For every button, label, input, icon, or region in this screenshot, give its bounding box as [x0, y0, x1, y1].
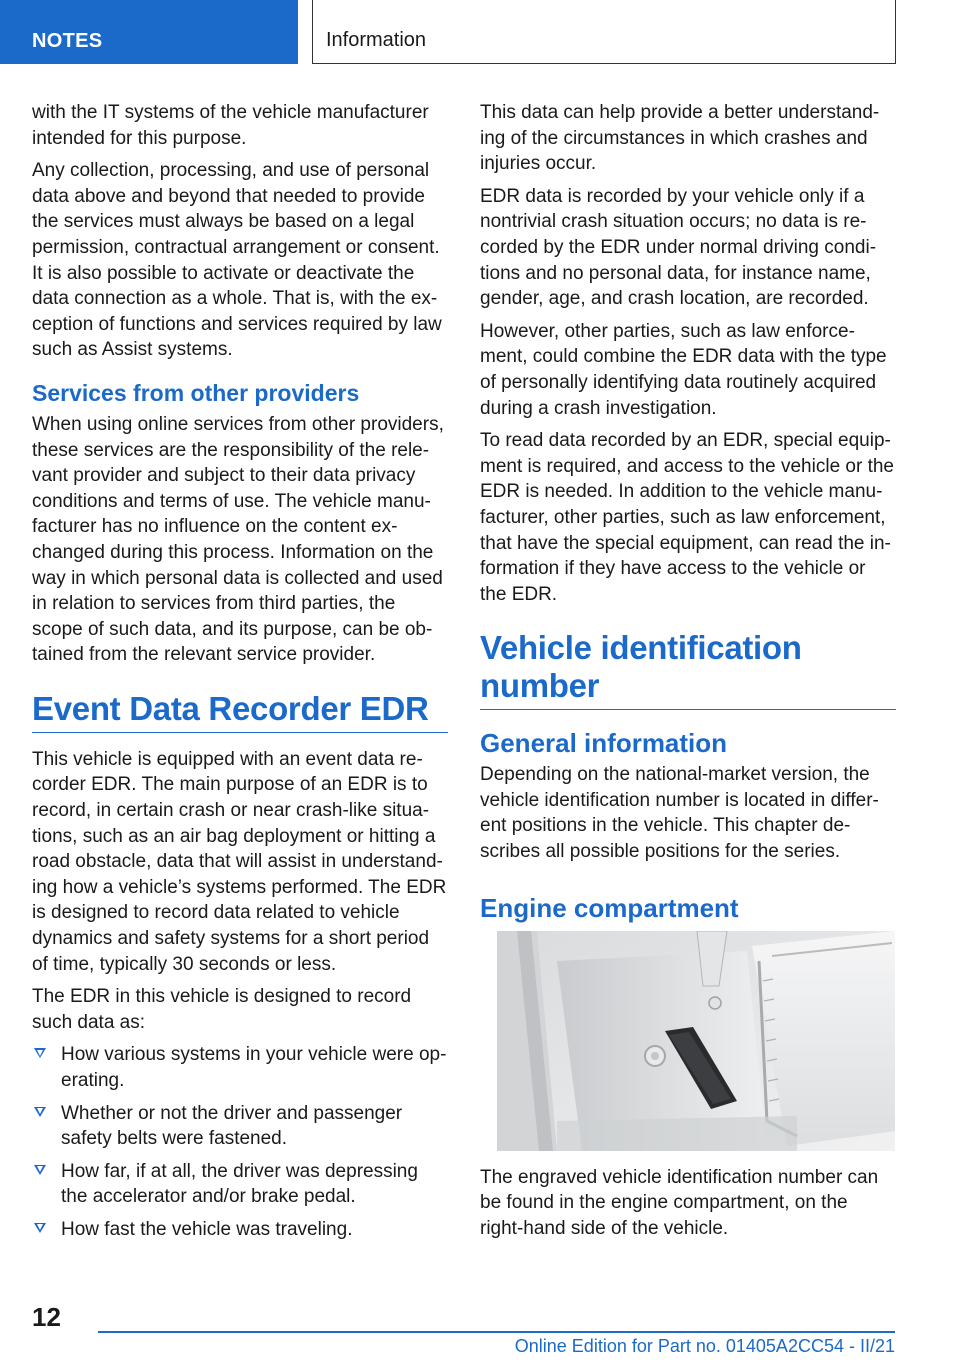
- list-item: [32, 1217, 448, 1243]
- page-number: 12: [32, 1302, 61, 1332]
- heading-vehicle-identification-number: Vehicle identification number: [480, 629, 896, 710]
- edr-data-list: [32, 1042, 448, 1242]
- list-item: [32, 1042, 448, 1093]
- heading-general-information: General information: [480, 728, 728, 759]
- edition-note: Online Edition for Part no. 01405A2CC54 - II/21: [514, 1336, 895, 1356]
- paragraph: However, other parties, such as law enforce-ment, could combine the EDR data with the type of personally identifying data routinely acquired during a crash investigation.: [480, 320, 887, 419]
- bullet-triangle-icon: [34, 1107, 46, 1117]
- paragraph: This vehicle is equipped with an event data re-corder EDR. The main purpose of an EDR is to record, in certain crash or near crash-like situa-tions, such as an air bag deployment or hitting a road obstacle, data that will assist in understand-ing how a vehicle’s systems performed. The EDR is designed to record data related to vehicle dynamics and safety systems for a short period of time, typically 30 seconds or less.: [32, 748, 447, 975]
- list-item: [32, 1159, 448, 1210]
- paragraph: To read data recorded by an EDR, special equip-ment is required, and access to the vehicle or the EDR is needed. In addition to the vehicle manu-facturer, other parties, such as law enforcement, that have the special equipment, can read the in-formation if they have access to the vehicle or the EDR.: [480, 430, 895, 605]
- list-item-text: How fast the vehicle was traveling.: [61, 1218, 353, 1240]
- bullet-triangle-icon: [34, 1223, 46, 1233]
- paragraph: The engraved vehicle identification number can be found in the engine compartment, on the right-hand side of the vehicle.: [480, 1166, 879, 1239]
- right-column: [480, 100, 896, 1248]
- paragraph: When using online services from other providers, these services are the responsibility of the rele-vant provider and subject to their data privacy conditions and terms of use. The vehicle manu-facturer has no influence on the content ex-changed during this process. Information on the way in which personal data is collected and used in relation to services from third parties, the scope of such data, and its purpose, can be ob-tained from the relevant service provider.: [32, 413, 444, 666]
- paragraph: The EDR in this vehicle is designed to record such data as:: [32, 986, 412, 1033]
- section-tab-label: NOTES: [32, 30, 103, 52]
- paragraph: This data can help provide a better understand-ing of the circumstances in which crashes and injuries occur.: [480, 102, 880, 175]
- bullet-triangle-icon: [34, 1048, 46, 1058]
- paragraph: with the IT systems of the vehicle manufacturer intended for this purpose.: [32, 102, 429, 149]
- list-item-text: How various systems in your vehicle were op-erating.: [61, 1044, 447, 1091]
- heading-services-other-providers: Services from other providers: [32, 379, 360, 406]
- list-item-text: Whether or not the driver and passenger safety belts were fastened.: [61, 1102, 403, 1150]
- heading-event-data-recorder: Event Data Recorder EDR: [32, 690, 448, 733]
- list-item: [32, 1101, 448, 1152]
- list-item-text: How far, if at all, the driver was depressing the accelerator and/or brake pedal.: [61, 1160, 418, 1208]
- paragraph: Any collection, processing, and use of personal data above and beyond that needed to provide the services must always be based on a legal permission, contractual arrangement or consent. It is also possible to activate or deactivate the data connection as a whole. That is, with the ex-ception of functions and services required by law such as Assist systems.: [32, 160, 442, 361]
- left-column: [32, 100, 448, 1250]
- chapter-title: Information: [326, 29, 427, 51]
- footer-divider: [98, 1331, 895, 1333]
- heading-engine-compartment: Engine compartment: [480, 892, 739, 923]
- engine-compartment-illustration: [497, 931, 895, 1151]
- section-tab: [0, 0, 298, 64]
- paragraph: Depending on the national-market version, the vehicle identification number is located in differ-ent positions in the vehicle. This chapter de-scribes all possible positions for the series.: [480, 764, 879, 863]
- paragraph: EDR data is recorded by your vehicle only if a nontrivial crash situation occurs; no data is re-corded by the EDR under normal driving condi-tions and no personal data, for instance name, gender, age, and crash location, are recorded.: [480, 185, 877, 310]
- chapter-header: [312, 0, 896, 64]
- engine-compartment-image: [497, 931, 895, 1151]
- bullet-triangle-icon: [34, 1165, 46, 1175]
